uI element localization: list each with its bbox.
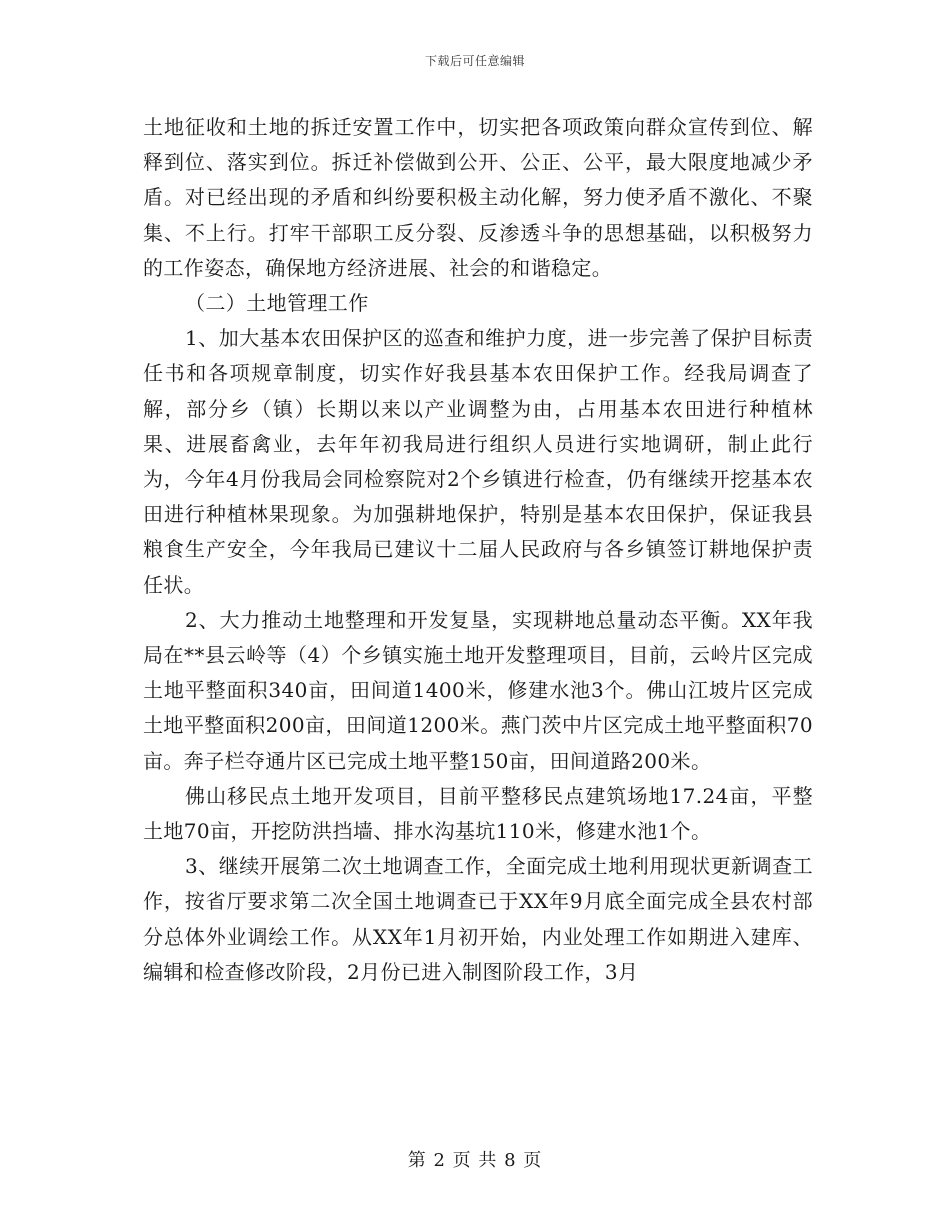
document-body <box>143 110 813 990</box>
paragraph-item-2: 2、大力推动土地整理和开发复垦，实现耕地总量动态平衡。XX年我局在**县云岭等（4）个乡镇实施土地开发整理项目，目前，云岭片区完成土地平整面积340亩，田间道1400米，修建水池3个。佛山江坡片区完成土地平整面积200亩，田间道1200米。燕门茨中片区完成土地平整面积70亩。奔子栏夺通片区已完成土地平整150亩，田间道路200米。 <box>143 607 813 773</box>
paragraph-item-1: 1、加大基本农田保护区的巡查和维护力度，进一步完善了保护目标责任书和各项规章制度，切实作好我县基本农田保护工作。经我局调查了解，部分乡（镇）长期以来以产业调整为由，占用基本农田进行种植林果、进展畜禽业，去年年初我局进行组织人员进行实地调研，制止此行为，今年4月份我局会同检察院对2个乡镇进行检查，仍有继续开挖基本农田进行种植林果现象。为加强耕地保护，特别是基本农田保护，保证我县粮食生产安全，今年我局已建议十二届人民政府与各乡镇签订耕地保护责任状。 <box>143 326 813 597</box>
page-number: 第 2 页 共 8 页 <box>407 1150 543 1171</box>
section-heading: （二）土地管理工作 <box>185 291 369 316</box>
page-header: 下载后可任意编辑 <box>424 54 525 68</box>
paragraph-foshan: 佛山移民点土地开发项目，目前平整移民点建筑场地17.24亩，平整土地70亩，开挖防洪挡墙、排水沟基坑110米，修建水池1个。 <box>143 783 813 844</box>
paragraph-intro: 土地征收和土地的拆迁安置工作中，切实把各项政策向群众宣传到位、解释到位、落实到位。拆迁补偿做到公开、公正、公平，最大限度地减少矛盾。对已经出现的矛盾和纠纷要积极主动化解，努力使矛盾不激化、不聚集、不上行。打牢干部职工反分裂、反渗透斗争的思想基础，以积极努力的工作姿态，确保地方经济进展、社会的和谐稳定。 <box>143 115 813 280</box>
paragraph-item-3: 3、继续开展第二次土地调查工作，全面完成土地利用现状更新调查工作，按省厅要求第二次全国土地调查已于XX年9月底全面完成全县农村部分总体外业调绘工作。从XX年1月初开始，内业处理工作如期进入建库、编辑和检查修改阶段，2月份已进入制图阶段工作，3月 <box>143 854 813 984</box>
